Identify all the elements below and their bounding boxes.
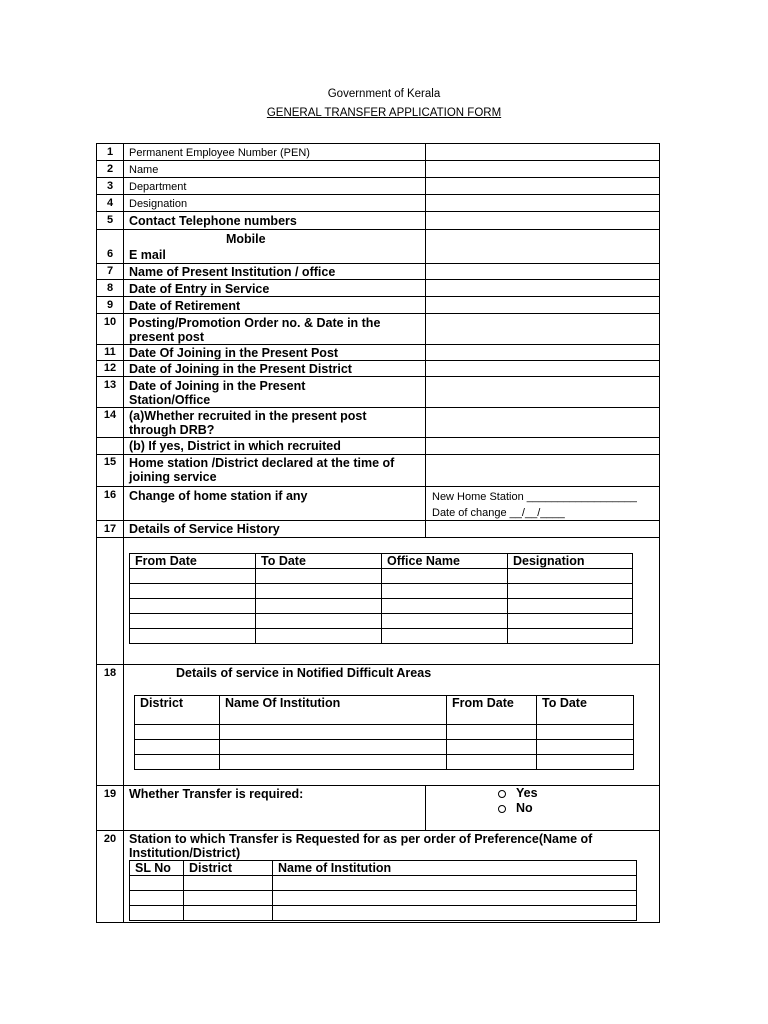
row-number: 5 (106, 214, 114, 226)
yes-option[interactable] (498, 786, 538, 800)
radio-icon[interactable] (498, 805, 506, 813)
transfer-required-label: Whether Transfer is required: (129, 787, 304, 801)
row-number: 20 (103, 833, 117, 845)
radio-icon[interactable] (498, 790, 506, 798)
column-header: Name of Institution (273, 861, 637, 876)
posting-order-label: Posting/Promotion Order no. & Date in the present post (129, 316, 381, 344)
row-number: 11 (104, 346, 116, 358)
table-row[interactable] (130, 614, 633, 629)
drb-recruited-label: (a)Whether recruited in the present post through DRB? (129, 409, 367, 437)
table-row[interactable] (130, 629, 633, 644)
form-title: GENERAL TRANSFER APPLICATION FORM (266, 107, 502, 119)
row-number: 1 (106, 146, 114, 158)
column-header: To Date (537, 696, 634, 725)
service-history-label: Details of Service History (129, 522, 280, 536)
row-number: 19 (103, 788, 117, 800)
row-number: 12 (103, 362, 117, 374)
row-number: 14 (103, 409, 117, 421)
row-number: 10 (103, 316, 117, 328)
column-header: From Date (130, 554, 256, 569)
row-number: 15 (103, 456, 117, 468)
table-row[interactable] (130, 584, 633, 599)
column-header: Designation (508, 554, 633, 569)
designation-label: Designation (129, 198, 188, 210)
application-form (96, 143, 660, 923)
table-row[interactable] (130, 876, 637, 891)
option-label: No (516, 801, 533, 815)
preference-table (129, 860, 637, 921)
home-station-label: Home station /District declared at the time of joining service (129, 456, 395, 484)
column-header: SL No (130, 861, 184, 876)
retirement-date-label: Date of Retirement (129, 299, 241, 313)
row-number: 18 (103, 667, 117, 679)
table-row[interactable] (135, 740, 634, 755)
table-row[interactable] (130, 599, 633, 614)
email-label: E mail (129, 248, 166, 262)
column-header: To Date (256, 554, 382, 569)
new-home-station-field[interactable]: New Home Station __________________ (432, 491, 637, 503)
row-number: 3 (106, 180, 114, 192)
org-name: Government of Kerala (327, 88, 441, 100)
no-option[interactable] (498, 801, 533, 815)
change-home-station-label: Change of home station if any (129, 489, 308, 503)
difficult-areas-title: Details of service in Notified Difficult Areas (176, 666, 432, 680)
date-of-change-field[interactable]: Date of change __/__/____ (432, 507, 565, 519)
row-number: 6 (106, 248, 114, 260)
table-row[interactable] (130, 569, 633, 584)
row-number: 17 (103, 523, 117, 535)
service-history-table (129, 553, 633, 644)
column-header: Office Name (382, 554, 508, 569)
option-label: Yes (516, 786, 538, 800)
entry-date-label: Date of Entry in Service (129, 282, 270, 296)
telephone-label: Contact Telephone numbers (129, 214, 297, 228)
column-header: Name Of Institution (220, 696, 447, 725)
mobile-label: Mobile (226, 232, 266, 246)
row-number: 16 (103, 489, 117, 501)
joining-station-label: Date of Joining in the Present Station/Office (129, 379, 306, 407)
row-number: 2 (106, 163, 114, 175)
joining-district-label: Date of Joining in the Present District (129, 362, 352, 376)
row-number: 4 (106, 197, 114, 209)
column-header: District (184, 861, 273, 876)
table-row[interactable] (135, 755, 634, 770)
table-row[interactable] (135, 725, 634, 740)
joining-post-label: Date Of Joining in the Present Post (129, 346, 339, 360)
table-row[interactable] (130, 891, 637, 906)
row-number: 9 (106, 299, 114, 311)
table-row[interactable] (130, 906, 637, 921)
department-label: Department (129, 181, 187, 193)
row-number: 7 (106, 265, 114, 277)
difficult-areas-table (134, 695, 634, 770)
pen-label: Permanent Employee Number (PEN) (129, 147, 310, 159)
institution-label: Name of Present Institution / office (129, 265, 336, 279)
column-header: From Date (447, 696, 537, 725)
drb-district-label: (b) If yes, District in which recruited (129, 439, 341, 453)
column-header: District (135, 696, 220, 725)
row-number: 13 (103, 379, 117, 391)
row-number: 8 (106, 282, 114, 294)
preference-title: Station to which Transfer is Requested for as per order of Preference(Name of Institution/District) (129, 832, 593, 860)
name-label: Name (129, 164, 159, 176)
